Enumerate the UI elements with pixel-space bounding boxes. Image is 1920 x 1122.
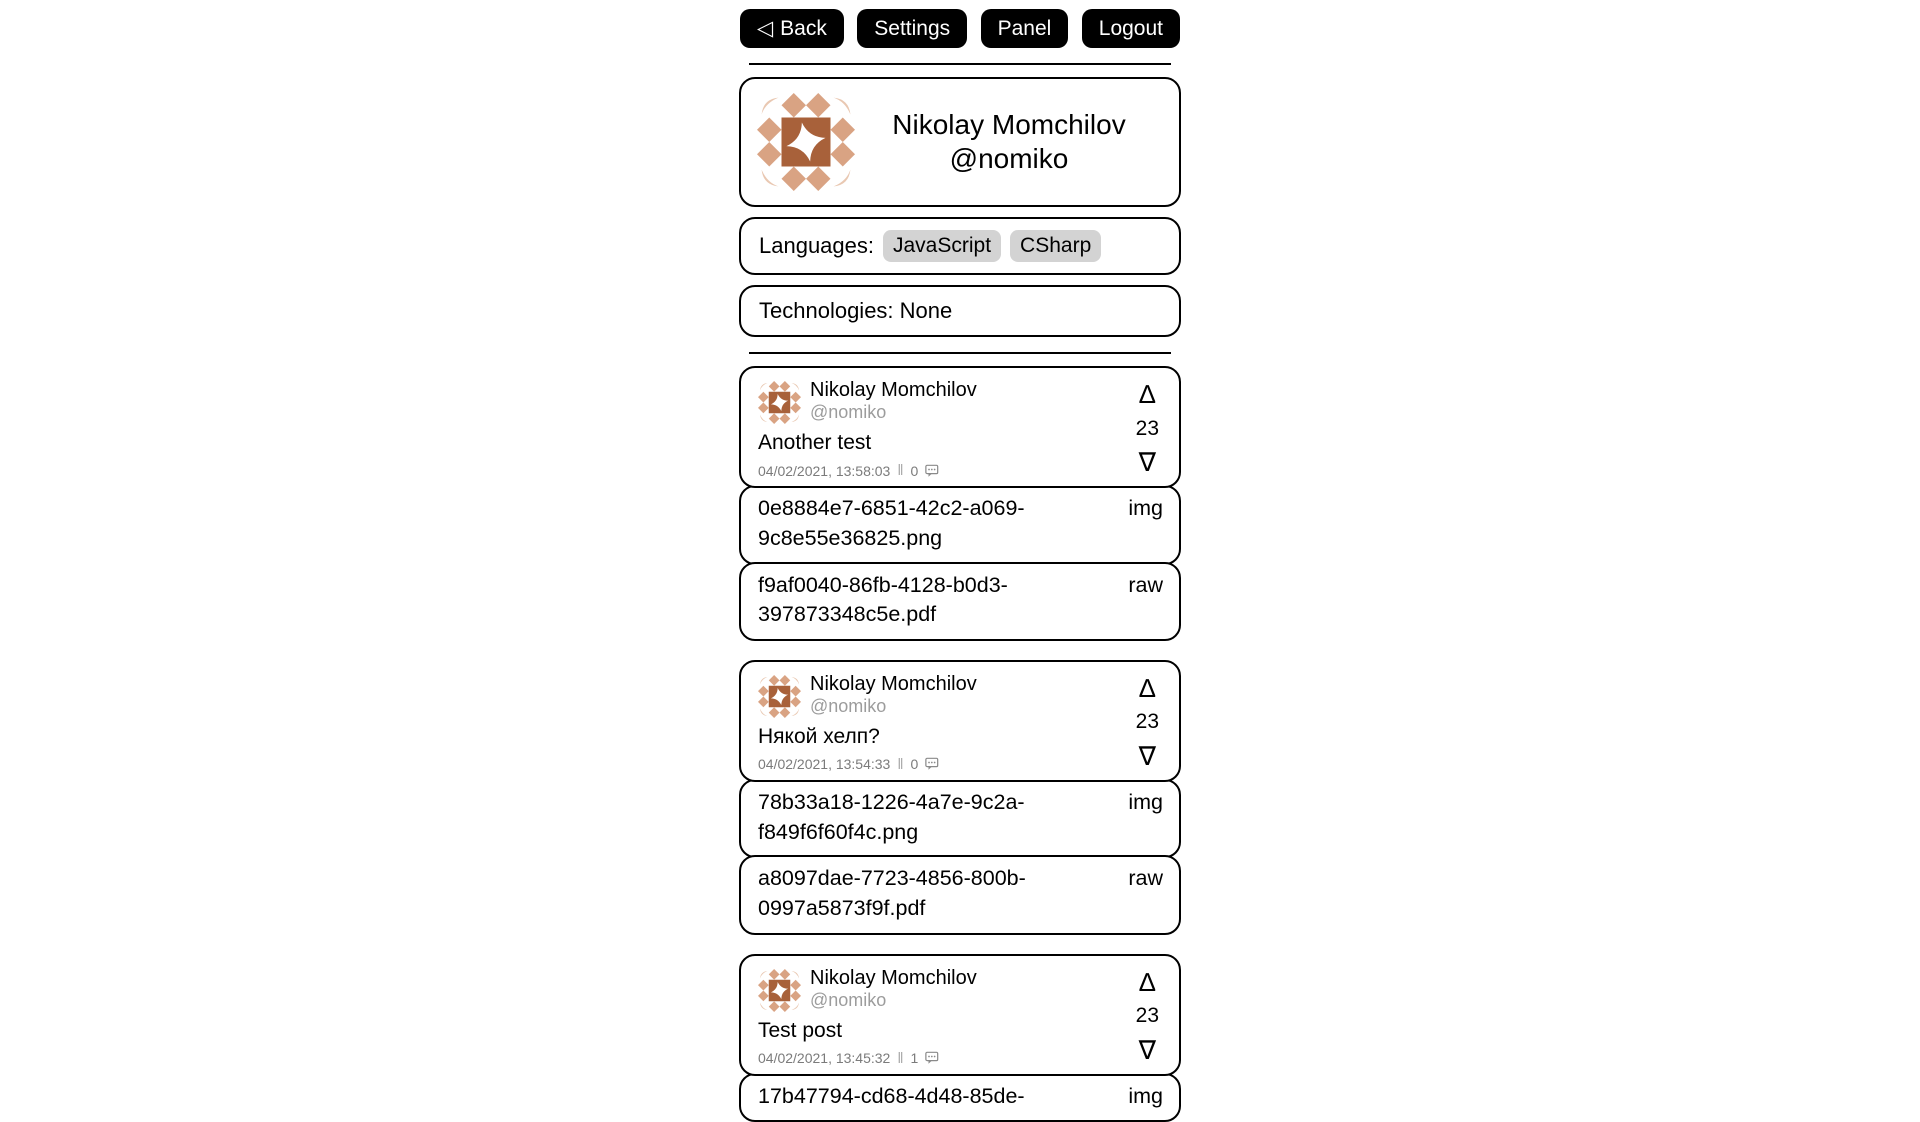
post-timestamp: 04/02/2021, 13:54:33 [758,756,891,773]
attachment-row[interactable] [739,779,1181,858]
panel-button[interactable] [981,9,1069,48]
attachment-type-badge: img [1128,789,1163,814]
toolbar [739,9,1181,48]
post-comment-count: 1 [910,1050,919,1067]
post-author-handle: @nomiko [810,989,887,1010]
post-header [758,967,1130,1012]
post-author: Nikolay Momchilov [810,966,977,989]
post-comment-count: 0 [910,462,919,479]
content-column [739,0,1181,1122]
back-button[interactable] [740,9,844,48]
technologies-label: Technologies: None [759,298,953,324]
attachment-filename: 17b47794-cd68-4d48-85de- [758,1083,1025,1108]
comment-icon [925,464,939,478]
post-author-block [810,967,977,1012]
settings-button[interactable] [857,9,967,48]
attachment-type-badge: raw [1128,866,1163,891]
profile-handle: @nomiko [949,143,1069,175]
attachment-type-badge: raw [1128,572,1163,597]
languages-card [739,217,1181,275]
upvote-button[interactable]: ∆ [1139,379,1156,410]
post-timestamp: 04/02/2021, 13:58:03 [758,462,891,479]
post-avatar [758,675,801,718]
downvote-button[interactable]: ∇ [1138,740,1157,771]
post-timestamp: 04/02/2021, 13:45:32 [758,1050,891,1067]
attachment-row[interactable] [739,562,1181,641]
back-button-label: Back [780,17,827,40]
post-title: Някой хелп? [758,724,880,748]
post-group [739,660,1181,935]
upvote-button[interactable]: ∆ [1139,672,1156,703]
vote-count: 23 [1135,1004,1159,1027]
panel-button-label: Panel [997,17,1052,40]
post-header [758,673,1130,718]
attachment-filename: 78b33a18-1226-4a7e-9c2a-f849f6f60f4c.png [758,789,1025,844]
attachment-type-badge: img [1128,1083,1163,1108]
post-group [739,954,1181,1122]
post-group [739,366,1181,641]
back-icon: ◁ [757,17,774,40]
vote-column [1130,379,1169,479]
comment-icon [925,757,939,771]
post-title: Another test [758,431,872,455]
vote-count: 23 [1135,416,1159,440]
vote-column [1130,967,1169,1067]
post-title: Test post [758,1018,843,1042]
post-avatar [758,969,801,1012]
profile-card [739,77,1181,207]
toolbar-divider [749,63,1171,65]
downvote-button[interactable]: ∇ [1138,1034,1157,1065]
post-author: Nikolay Momchilov [810,672,977,695]
post-author-handle: @nomiko [810,695,887,716]
post-card[interactable] [739,366,1181,488]
posts-divider [749,352,1171,354]
post-author-block [810,379,977,424]
post-main [758,967,1130,1067]
attachment-row[interactable] [739,485,1181,564]
profile-name: Nikolay Momchilov [892,108,1126,140]
post-meta [758,1050,1130,1067]
post-meta [758,756,1130,773]
attachment-row[interactable] [739,1073,1181,1122]
post-author: Nikolay Momchilov [810,379,977,402]
meta-separator-icon: ‖ [897,462,904,480]
attachment-type-badge: img [1128,496,1163,521]
post-comment-count: 0 [910,756,919,773]
upvote-button[interactable]: ∆ [1139,966,1156,997]
post-main [758,379,1130,479]
languages-label: Languages: [759,233,874,259]
attachment-filename: a8097dae-7723-4856-800b-0997a5873f9f.pdf [758,866,1026,920]
post-author-block [810,673,977,718]
settings-button-label: Settings [874,17,951,40]
language-chip-csharp: CSharp [1010,230,1101,262]
post-main [758,673,1130,773]
comment-icon [925,1051,939,1065]
post-card[interactable] [739,660,1181,782]
post-avatar [758,381,801,424]
attachment-filename: 0e8884e7-6851-42c2-a069-9c8e55e36825.png [758,496,1025,550]
profile-names [855,108,1163,176]
language-chip-javascript: JavaScript [883,230,1001,262]
vote-count: 23 [1135,710,1159,734]
post-header [758,379,1130,424]
meta-separator-icon: ‖ [897,1049,904,1067]
vote-column [1130,673,1169,773]
technologies-card [739,285,1181,337]
logout-button-label: Logout [1098,17,1163,40]
post-meta [758,462,1130,479]
attachment-row[interactable] [739,855,1181,934]
profile-avatar [757,93,855,191]
post-card[interactable] [739,954,1181,1076]
post-author-handle: @nomiko [810,402,887,423]
attachment-filename: f9af0040-86fb-4128-b0d3-397873348c5e.pdf [758,572,1008,627]
logout-button[interactable] [1082,9,1180,48]
downvote-button[interactable]: ∇ [1138,447,1157,478]
meta-separator-icon: ‖ [897,755,904,773]
